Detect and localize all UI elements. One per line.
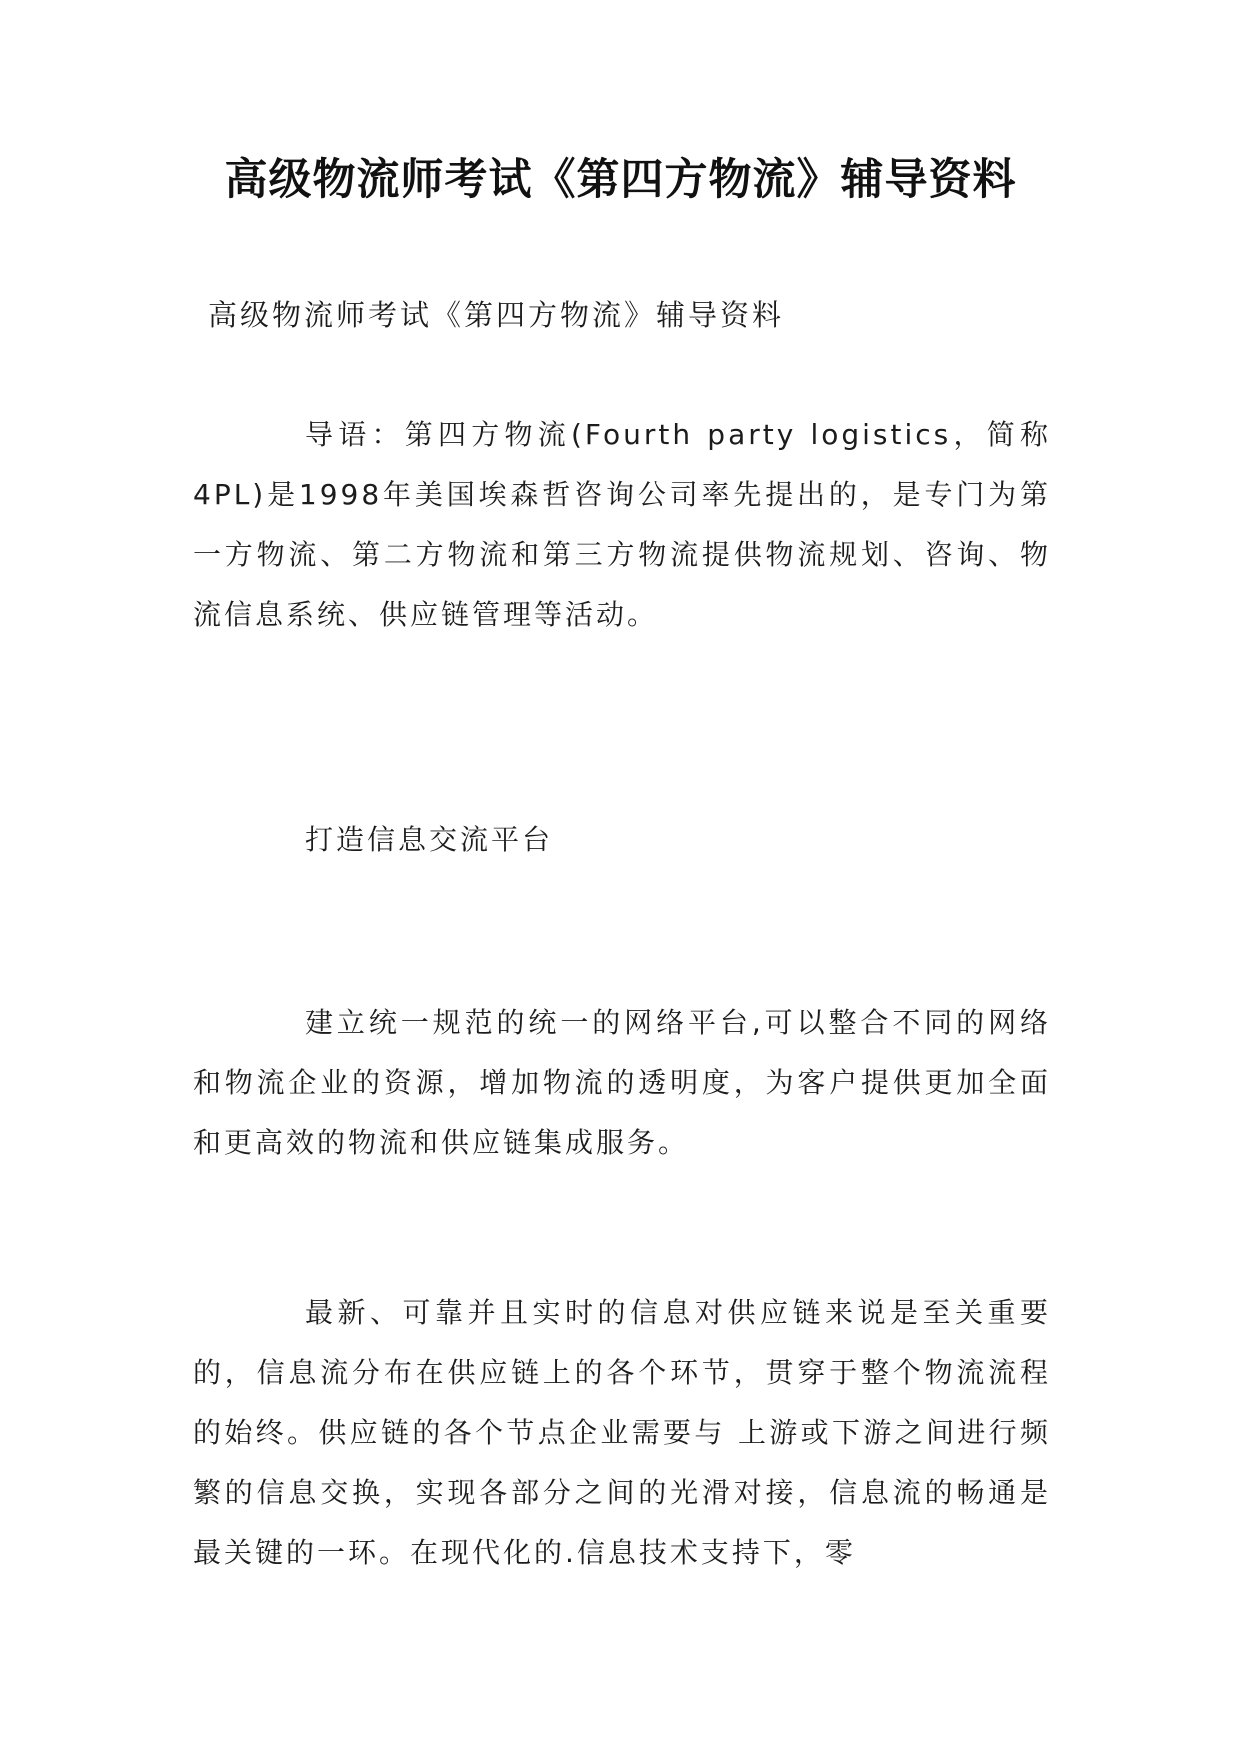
body-paragraph-platform: 建立统一规范的统一的网络平台,可以整合不同的网络和物流企业的资源，增加物流的透明度，为客户提供更加全面和更高效的物流和供应链集成服务。: [193, 1006, 1051, 1159]
section-heading: 打造信息交流平台: [305, 823, 554, 856]
intro-paragraph: 导语：第四方物流(Fourth party logistics，简称4PL)是1998年美国埃森哲咨询公司率先提出的，是专门为第一方物流、第二方物流和第三方物流提供物流规划、咨询、物流信息系统、供应链管理等活动。: [193, 418, 1051, 631]
document-subtitle: 高级物流师考试《第四方物流》辅导资料: [208, 298, 785, 332]
document-title: 高级物流师考试《第四方物流》辅导资料: [224, 155, 1017, 205]
body-paragraph-information: 最新、可靠并且实时的信息对供应链来说是至关重要的，信息流分布在供应链上的各个环节，贯穿于整个物流流程的始终。供应链的各个节点企业需要与 上游或下游之间进行频繁的信息交换，实现各部分之间的光滑对接，信息流的畅通是最关键的一环。在现代化的.信息技术支持下，零: [193, 1296, 1051, 1569]
